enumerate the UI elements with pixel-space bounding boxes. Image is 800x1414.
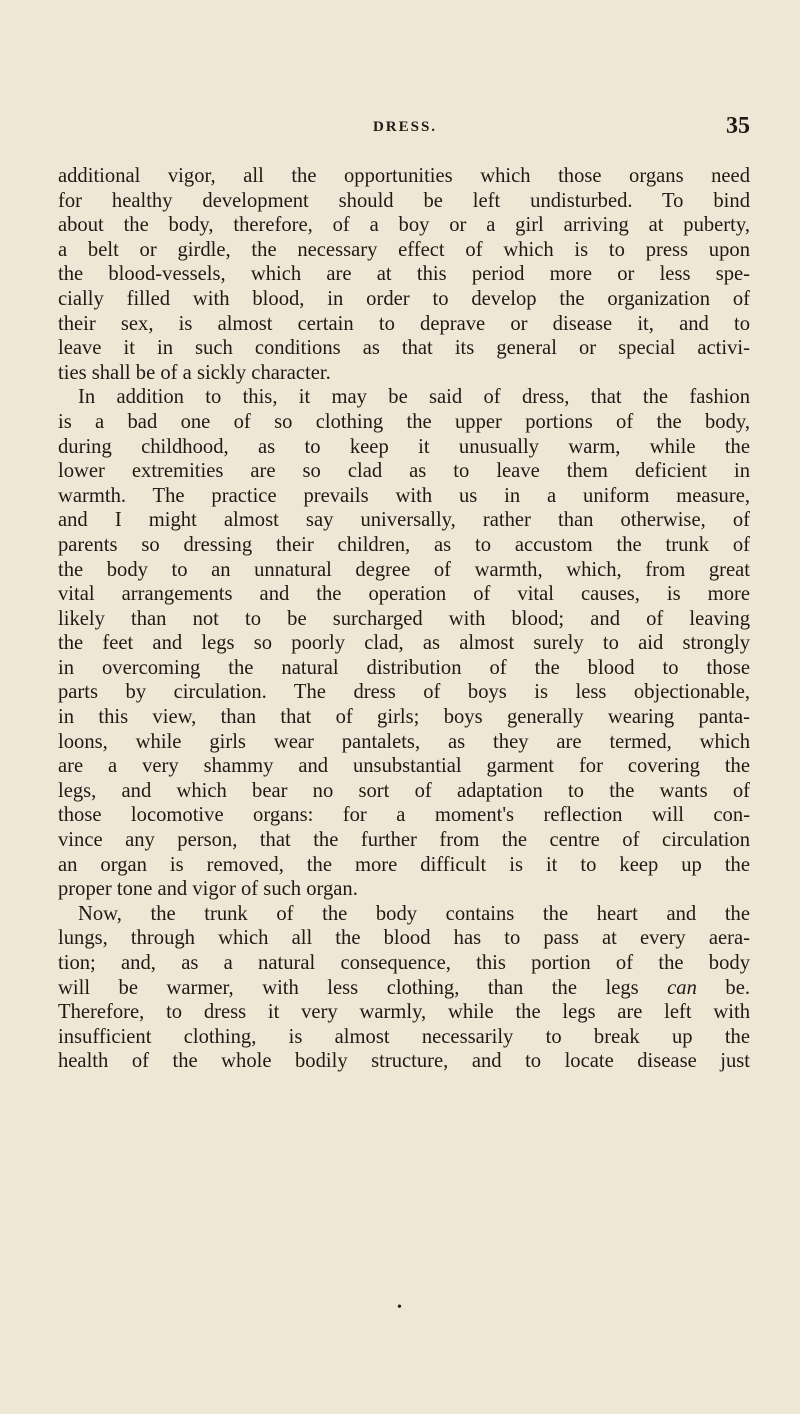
text-line: in overcoming the natural distribution of the blood to those [58,656,750,679]
text-line: for healthy development should be left undisturbed. To bind [58,189,750,212]
page-mark: • [397,1300,402,1315]
text-line: those locomotive organs: for a moment's reflection will con- [58,804,750,827]
text-segment: will be warmer, with less clothing, than the legs [58,976,639,999]
text-segment: be. [725,976,750,999]
text-line: an organ is removed, the more difficult is it to keep up the [58,853,750,876]
text-line: additional vigor, all the opportunities which those organs need [58,165,750,187]
text-line: the body to an unnatural degree of warmth, which, from great [58,558,750,581]
text-line: vital arrangements and the operation of vital causes, is more [58,583,750,606]
text-line: loons, while girls wear pantalets, as they are termed, which [58,730,750,753]
text-line: are a very shammy and unsubstantial garment for covering the [58,755,750,778]
text-line-with-italic [58,976,750,1001]
text-line: Therefore, to dress it very warmly, while the legs are left with [58,1001,750,1024]
text-line: health of the whole bodily structure, and to locate disease just [58,1050,750,1073]
text-line: and I might almost say universally, rather than otherwise, of [58,509,750,532]
text-line: parts by circulation. The dress of boys is less objectionable, [58,681,750,704]
text-line: the blood-vessels, which are at this period more or less spe- [58,263,750,286]
paragraph-start-line: In addition to this, it may be said of dress, that the fashion [78,386,750,409]
page-header [60,113,750,145]
running-head: DRESS. [372,119,438,135]
paragraph-start-line: Now, the trunk of the body contains the heart and the [78,902,750,925]
text-line: during childhood, as to keep it unusually warm, while the [58,435,750,458]
text-line: lungs, through which all the blood has to pass at every aera- [58,927,750,950]
text-line: legs, and which bear no sort of adaptation to the wants of [58,779,750,802]
page-number: 35 [726,113,750,139]
text-line: is a bad one of so clothing the upper portions of the body, [58,410,750,433]
text-line: their sex, is almost certain to deprave or disease it, and to [58,312,750,335]
text-line: tion; and, as a natural consequence, this portion of the body [58,952,750,974]
text-line: parents so dressing their children, as to accustom the trunk of [58,533,750,556]
italic-word: can [667,976,697,999]
text-line: ties shall be of a sickly character. [58,361,331,384]
text-line: leave it in such conditions as that its general or special activi- [58,337,750,360]
text-line: about the body, therefore, of a boy or a girl arriving at puberty, [58,214,750,237]
text-line: likely than not to be surcharged with blood; and of leaving [58,607,750,630]
text-line: insufficient clothing, is almost necessarily to break up the [58,1025,750,1048]
body-text [58,164,750,1074]
text-line: proper tone and vigor of such organ. [58,878,358,901]
text-line: the feet and legs so poorly clad, as almost surely to aid strongly [58,632,750,655]
text-line: in this view, than that of girls; boys generally wearing panta- [58,706,750,729]
text-line: cially filled with blood, in order to develop the organization of [58,287,750,310]
text-line: lower extremities are so clad as to leave them deficient in [58,460,750,483]
text-line: vince any person, that the further from the centre of circulation [58,829,750,852]
text-line: a belt or girdle, the necessary effect of which is to press upon [58,238,750,261]
text-line: warmth. The practice prevails with us in a uniform measure, [58,484,750,507]
